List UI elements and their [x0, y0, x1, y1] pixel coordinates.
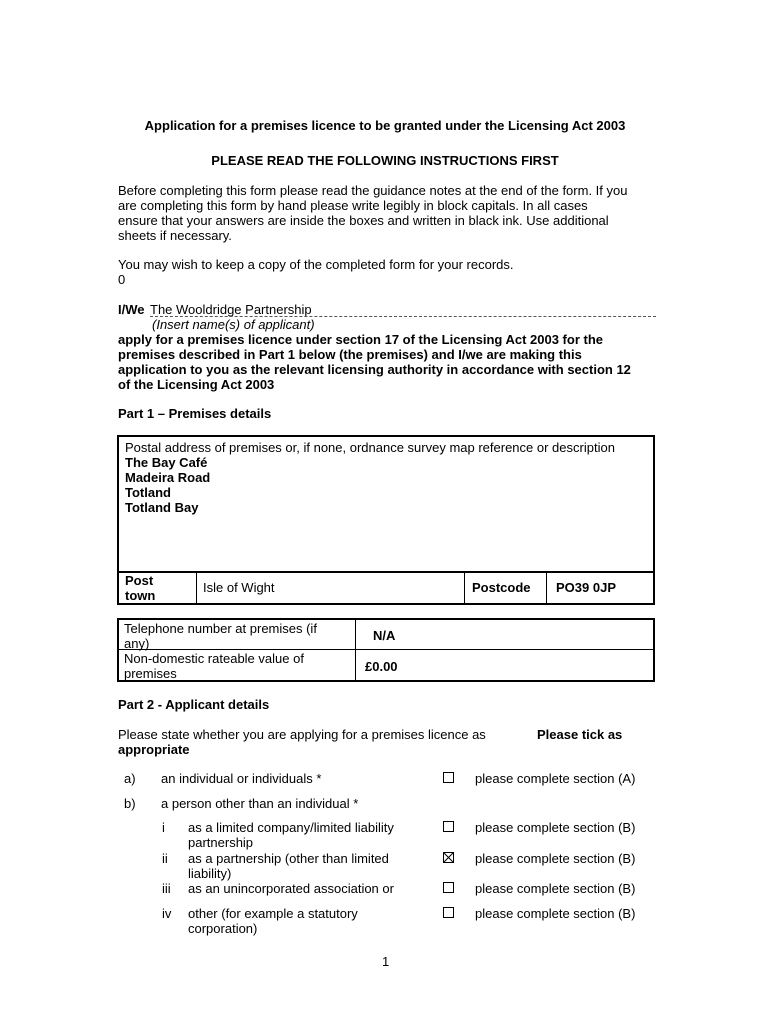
post-town-label-line: Post	[125, 573, 154, 588]
divider	[464, 571, 465, 605]
option-action: please complete section (B)	[475, 881, 636, 896]
option-text-line: partnership	[188, 835, 254, 850]
rateable-value-label	[124, 651, 304, 681]
address-label: Postal address of premises or, if none, ordnance survey map reference or description	[125, 440, 615, 455]
instructions-line: Before completing this form please read the guidance notes at the end of the form. If you	[118, 183, 628, 198]
declaration-line: apply for a premises licence under section 17 of the Licensing Act 2003 for the	[118, 332, 603, 347]
option-text	[188, 820, 394, 850]
rateable-label-line: premises	[124, 666, 177, 681]
post-town-field[interactable]: Isle of Wight	[203, 580, 275, 595]
option-action: please complete section (B)	[475, 851, 636, 866]
option-text-line: as a limited company/limited liability	[188, 820, 394, 835]
option-action: please complete section (B)	[475, 906, 636, 921]
post-town-label-line: town	[125, 588, 156, 603]
declaration-text	[118, 332, 658, 392]
telephone-label-line: Telephone number at premises (if	[124, 621, 317, 636]
telephone-label	[124, 621, 317, 651]
telephone-label-line: any)	[124, 636, 150, 651]
instructions-heading: PLEASE READ THE FOLLOWING INSTRUCTIONS FIRST	[211, 153, 559, 168]
address-line: Madeira Road	[125, 470, 211, 485]
instructions-line: ensure that your answers are inside the boxes and written in black ink. Use additional	[118, 213, 609, 228]
applicant-name-hint: (Insert name(s) of applicant)	[152, 317, 315, 332]
option-letter: b)	[124, 796, 136, 811]
postcode-label: Postcode	[472, 580, 531, 595]
telephone-field[interactable]: N/A	[373, 628, 396, 643]
option-action: please complete section (A)	[475, 771, 636, 786]
option-text	[188, 906, 358, 936]
divider	[546, 571, 547, 605]
partnership-checkbox[interactable]	[443, 852, 454, 863]
option-text: an individual or individuals *	[161, 771, 322, 786]
declaration-line: premises described in Part 1 below (the premises) and I/we are making this	[118, 347, 582, 362]
part2-heading: Part 2 - Applicant details	[118, 697, 270, 712]
part2-question: Please state whether you are applying for a premises licence as	[118, 727, 486, 742]
option-text: a person other than an individual *	[161, 796, 359, 811]
option-action: please complete section (B)	[475, 820, 636, 835]
option-letter: iv	[162, 906, 172, 921]
instructions-line: are completing this form by hand please write legibly in block capitals. In all cases	[118, 198, 588, 213]
option-letter: a)	[124, 771, 136, 786]
instructions-line: sheets if necessary.	[118, 228, 232, 243]
option-text-line: other (for example a statutory	[188, 906, 358, 921]
declaration-line: application to you as the relevant licensing authority in accordance with section 12	[118, 362, 631, 377]
address-lines[interactable]	[125, 455, 210, 515]
part1-heading: Part 1 – Premises details	[118, 406, 272, 421]
unincorporated-association-checkbox[interactable]	[443, 882, 454, 893]
option-text-line: as a partnership (other than limited	[188, 851, 389, 866]
option-letter: iii	[162, 881, 171, 896]
option-text-line: corporation)	[188, 921, 258, 936]
individual-checkbox[interactable]	[443, 772, 454, 783]
divider	[196, 571, 197, 605]
instructions-text	[118, 183, 658, 243]
address-line: The Bay Café	[125, 455, 208, 470]
rateable-label-line: Non-domestic rateable value of	[124, 651, 304, 666]
copy-note: You may wish to keep a copy of the completed form for your records.	[118, 257, 514, 272]
other-checkbox[interactable]	[443, 907, 454, 918]
applicant-name-field[interactable]: The Wooldridge Partnership	[150, 302, 312, 317]
divider	[355, 618, 356, 682]
option-letter: i	[162, 820, 165, 835]
postcode-field[interactable]: PO39 0JP	[556, 580, 616, 595]
rateable-value-field[interactable]: £0.00	[365, 659, 398, 674]
option-text	[188, 851, 389, 881]
post-town-label	[125, 573, 155, 603]
address-line: Totland Bay	[125, 500, 199, 515]
address-line: Totland	[125, 485, 171, 500]
option-letter: ii	[162, 851, 168, 866]
zero-mark: 0	[118, 272, 126, 287]
option-text: as an unincorporated association or	[188, 881, 394, 896]
iwe-label: I/We	[118, 302, 145, 317]
limited-company-checkbox[interactable]	[443, 821, 454, 832]
form-title: Application for a premises licence to be granted under the Licensing Act 2003	[144, 118, 626, 133]
option-text-line: liability)	[188, 866, 232, 881]
page-number: 1	[382, 954, 390, 969]
declaration-line: of the Licensing Act 2003	[118, 377, 275, 392]
part2-question-cont: appropriate	[118, 742, 190, 757]
tick-instruction: Please tick as	[537, 727, 623, 742]
